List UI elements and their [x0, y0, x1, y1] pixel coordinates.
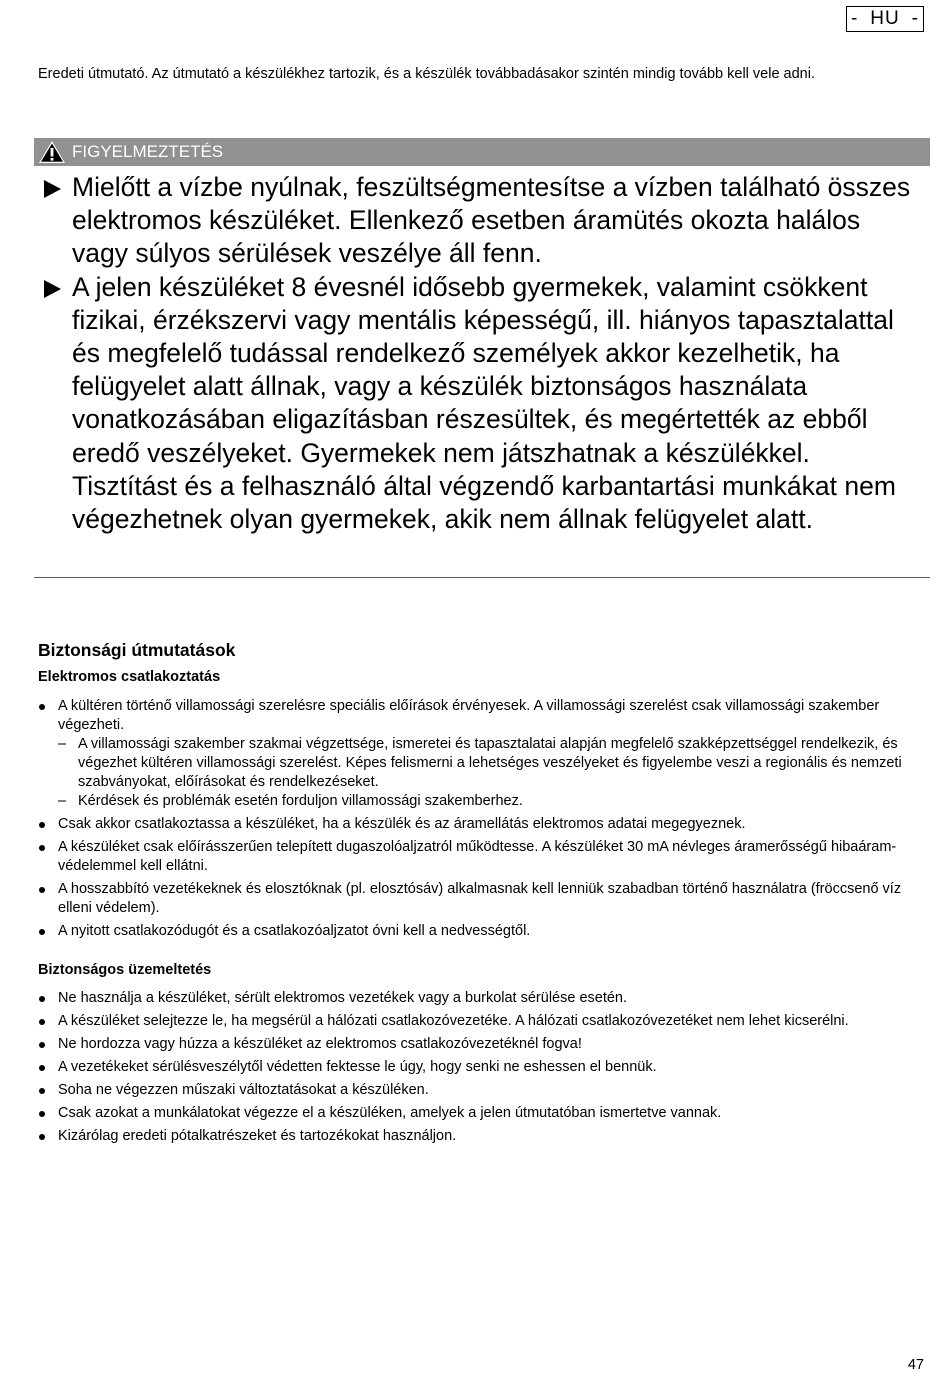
bullet-icon	[39, 1134, 45, 1140]
list-item-text: Csak azokat a munkálatokat végezze el a készüléken, amelyek a jelen útmutatóban ismertetve vannak.	[58, 1105, 722, 1121]
subsection-title-operation: Biztonságos üzemeltetés	[38, 962, 212, 978]
warning-list	[44, 171, 920, 536]
bullet-icon	[39, 929, 45, 935]
list-item	[38, 880, 928, 918]
list-item-text: A hosszabbító vezetékeknek és elosztóknak (pl. elosztósáv) alkalmasnak kell lenniük szabadban történő használatra (fröccsenő víz elleni védelem).	[58, 881, 902, 916]
list-item-text: A kültéren történő villamossági szerelésre speciális előírások érvényesek. A villamossági szerelést csak villamossági szakember végezheti.	[58, 698, 880, 733]
dash-bullet: –	[58, 793, 67, 809]
bullet-icon	[39, 704, 45, 710]
sub-list-item	[58, 735, 928, 792]
section-title: Biztonsági útmutatások	[38, 640, 236, 660]
arrow-bullet-icon	[44, 180, 61, 198]
dash-bullet: –	[58, 736, 67, 752]
warning-item	[44, 271, 920, 537]
bullet-icon	[39, 1019, 45, 1025]
intro-text: Eredeti útmutató. Az útmutató a készülékhez tartozik, és a készülék továbbadásakor szintén mindig tovább kell vele adni.	[38, 66, 815, 82]
list-item	[38, 1012, 928, 1031]
sub-list-item	[58, 792, 928, 811]
sub-list	[58, 735, 928, 811]
arrow-bullet-icon	[44, 280, 61, 298]
list-item	[38, 1035, 928, 1054]
sub-list-item-text: Kérdések és problémák esetén forduljon villamossági szakemberhez.	[78, 793, 523, 809]
warning-header	[34, 138, 930, 166]
warning-title: FIGYELMEZTETÉS	[72, 142, 224, 161]
bullet-icon	[39, 1111, 45, 1117]
bullet-icon	[39, 1042, 45, 1048]
bullet-icon	[39, 845, 45, 851]
list-item-text: Kizárólag eredeti pótalkatrészeket és tartozékokat használjon.	[58, 1128, 457, 1144]
page-number: 47	[907, 1357, 924, 1373]
bullet-icon	[39, 1088, 45, 1094]
list-item-text: A nyitott csatlakozódugót és a csatlakozóaljzatot óvni kell a nedvességtől.	[58, 923, 531, 939]
list-item	[38, 815, 928, 834]
subsection-title-electrical: Elektromos csatlakoztatás	[38, 669, 221, 685]
language-badge-dash-right: -	[911, 8, 919, 29]
list-item-text: A készüléket csak előírásszerűen telepített dugaszolóaljzatról működtesse. A készüléket 30 mA névleges áramerősségű hibaáram-védelemmel kell ellátni.	[58, 839, 897, 874]
sub-list-item-text: A villamossági szakember szakmai végzettsége, ismeretei és tapasztalatai alapján megfelelő szakképzettséggel rendelkezik, és végezhet kültéren villamossági szerelést. Képes felismerni a lehetséges veszélyeket és figyelembe veszi a regionális és nemzeti szabványokat, előírásokat és rendelkezéseket.	[78, 736, 902, 790]
bullet-icon	[39, 996, 45, 1002]
operation-list	[38, 989, 928, 1150]
list-item	[38, 1104, 928, 1123]
language-badge	[846, 6, 924, 32]
electrical-list	[38, 697, 928, 945]
warning-item	[44, 171, 920, 271]
list-item	[38, 838, 928, 876]
list-item-text: A készüléket selejtezze le, ha megsérül a hálózati csatlakozóvezetéke. A hálózati csatlakozóvezetéket nem lehet kicserélni.	[58, 1013, 849, 1029]
warning-divider	[34, 577, 930, 578]
list-item	[38, 989, 928, 1008]
list-item	[38, 922, 928, 941]
list-item-text: Soha ne végezzen műszaki változtatásokat a készüléken.	[58, 1082, 429, 1098]
language-badge-dash-left: -	[851, 8, 859, 29]
list-item	[38, 1058, 928, 1077]
warning-item-text: Mielőtt a vízbe nyúlnak, feszültségmentesítse a vízben található összes elektromos készüléket. Ellenkező esetben áramütés okozta halálos vagy súlyos sérülések veszélye áll fenn.	[72, 172, 911, 269]
warning-item-text: A jelen készüléket 8 évesnél idősebb gyermekek, valamint csökkent fizikai, érzékszervi vagy mentális képességű, ill. hiányos tapasztalattal és megfelelő tudással rendelkező személyek akkor kezelhetik, ha felügyelet alatt állnak, vagy a készülék biztonságos használata vonatkozásában eligazításban részesültek, és megértették az ebből eredő veszélyeket. Gyermekek nem játszhatnak a készülékkel. Tisztítást és a felhasználó által végzendő karbantartási munkákat nem végezhetnek olyan gyermekek, akik nem állnak felügyelet alatt.	[72, 271, 896, 535]
warning-triangle-icon	[38, 140, 66, 164]
bullet-icon	[39, 1065, 45, 1071]
list-item-text: Ne használja a készüléket, sérült elektromos vezetékek vagy a burkolat sérülése esetén.	[58, 990, 628, 1006]
list-item-text: A vezetékeket sérülésveszélytől védetten fektesse le úgy, hogy senki ne eshessen el bennük.	[58, 1059, 657, 1075]
list-item	[38, 1081, 928, 1100]
list-item	[38, 697, 928, 811]
list-item	[38, 1127, 928, 1146]
language-code: HU	[870, 8, 900, 29]
bullet-icon	[39, 822, 45, 828]
list-item-text: Csak akkor csatlakoztassa a készüléket, ha a készülék és az áramellátás elektromos adatai megegyeznek.	[58, 816, 746, 832]
bullet-icon	[39, 887, 45, 893]
list-item-text: Ne hordozza vagy húzza a készüléket az elektromos csatlakozóvezetéknél fogva!	[58, 1036, 582, 1052]
